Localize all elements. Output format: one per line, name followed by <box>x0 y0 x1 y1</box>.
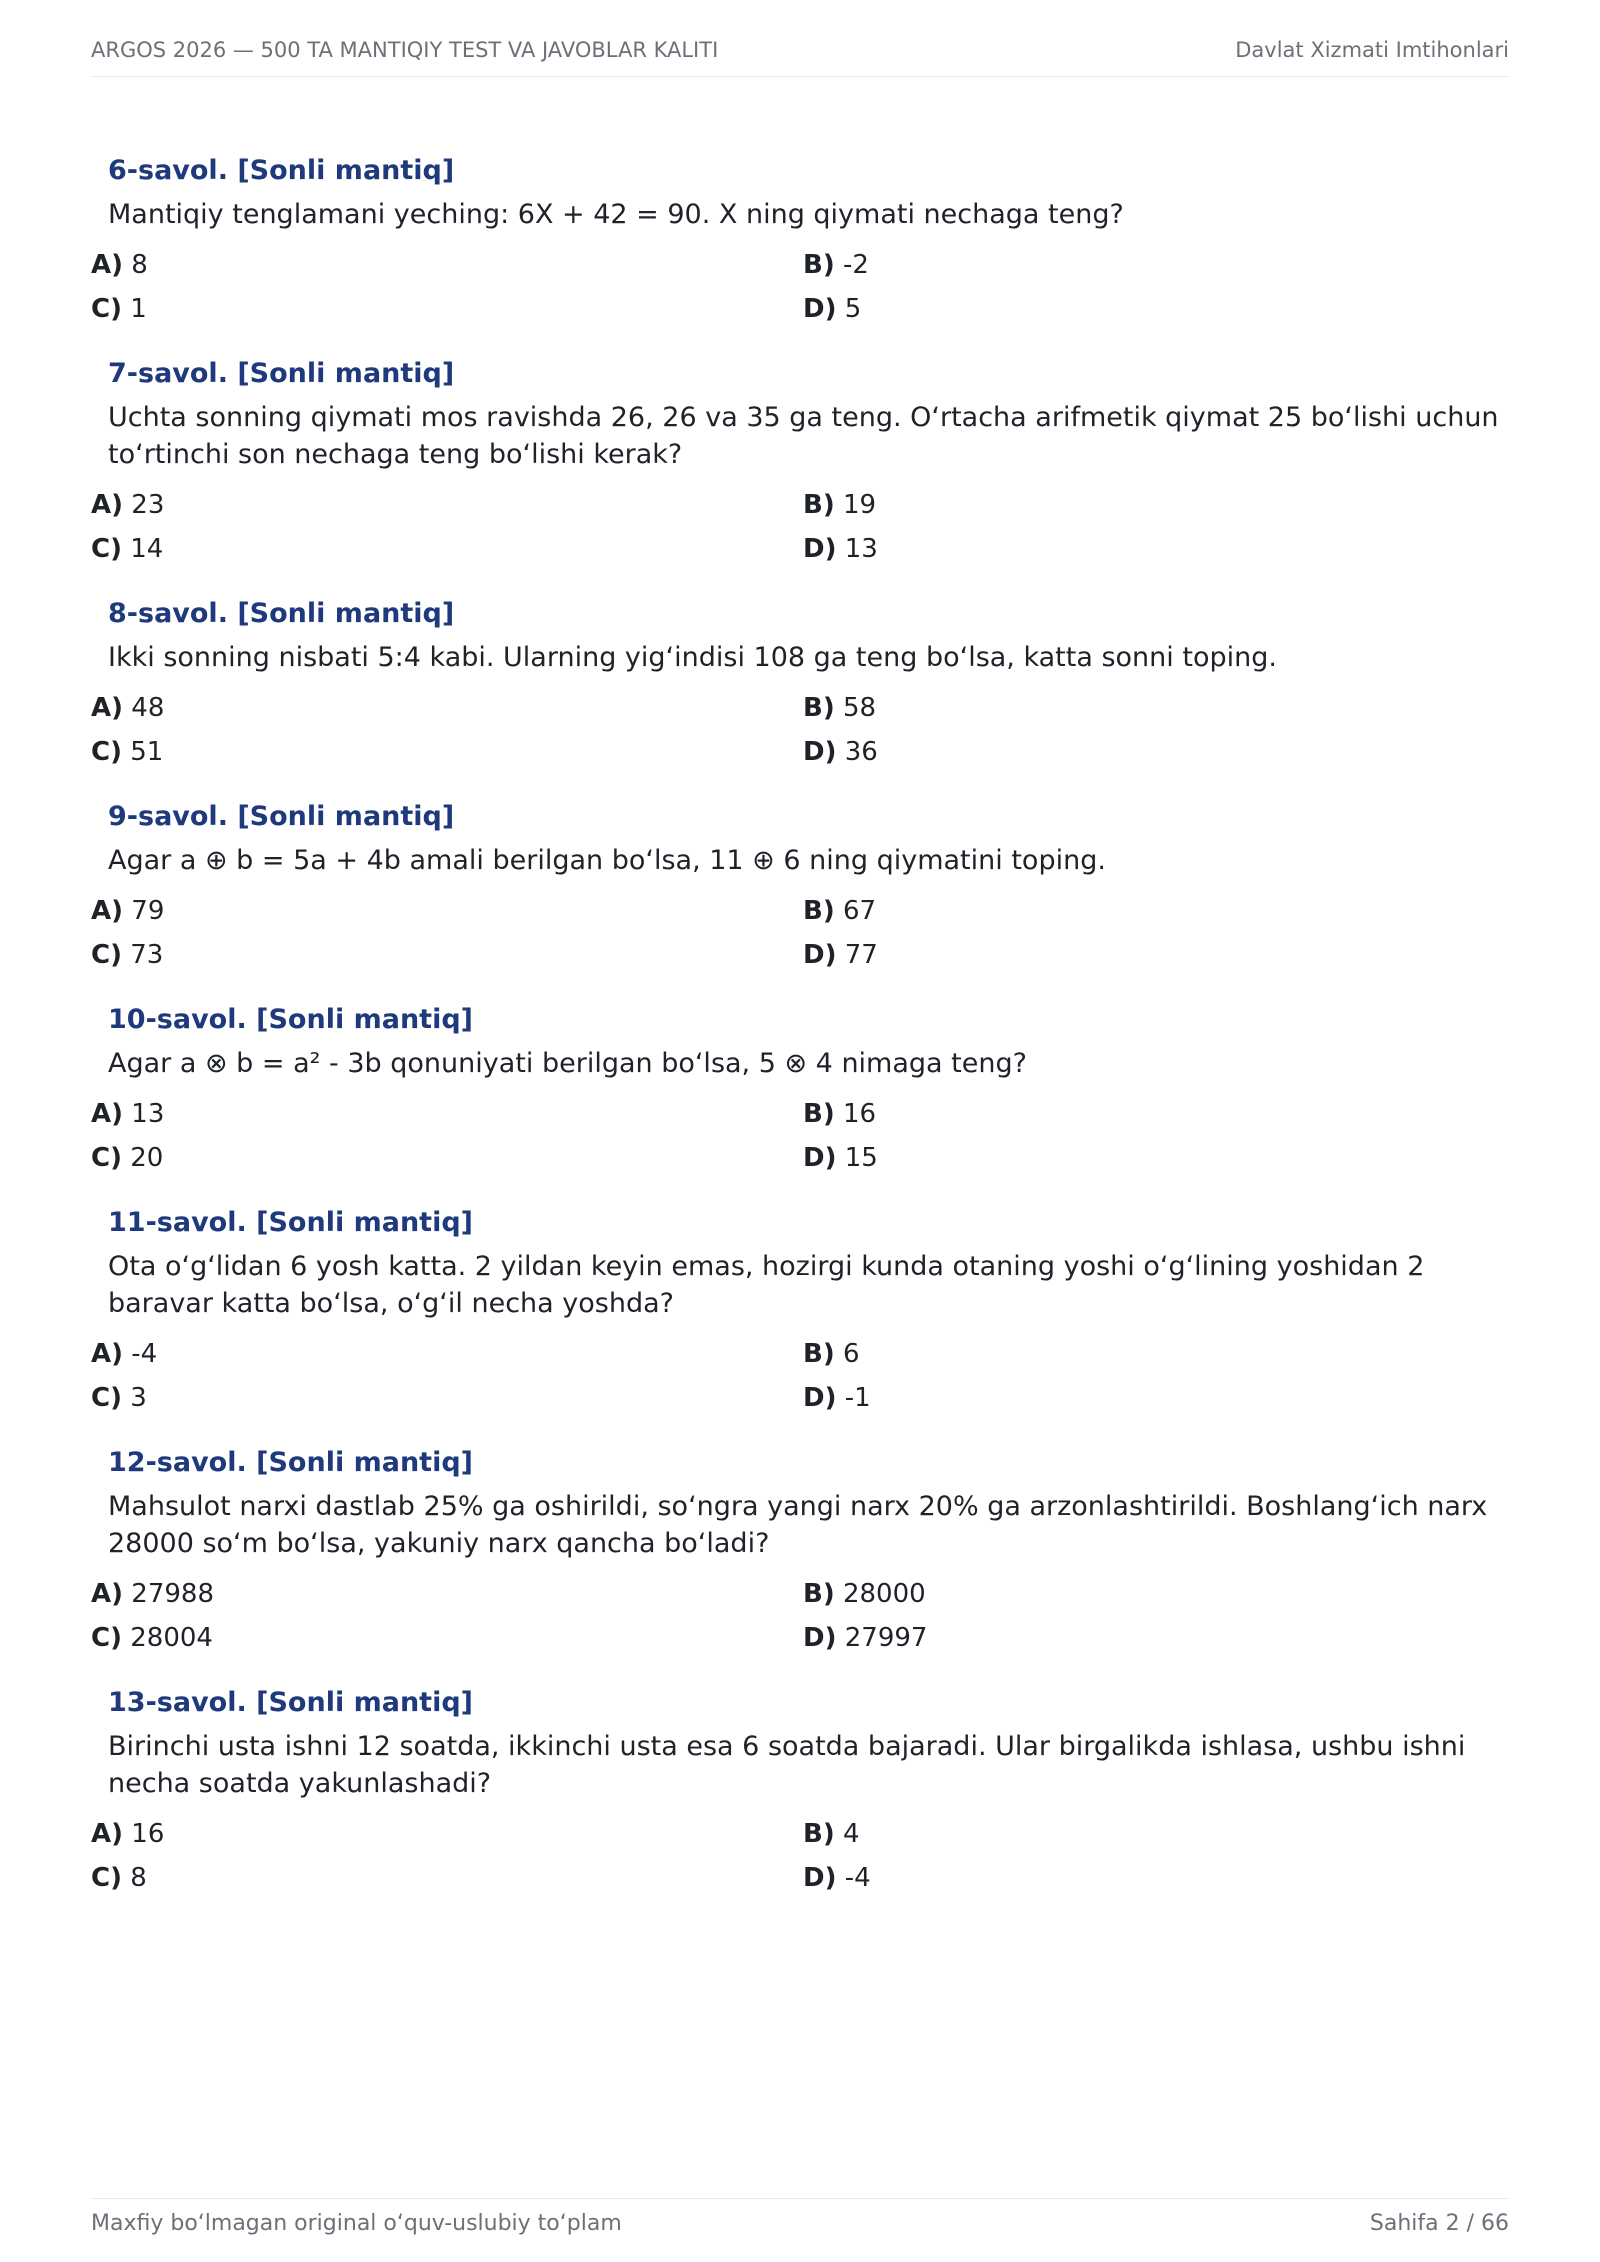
option-letter: C) <box>91 940 122 970</box>
question-title: 7-savol. [Sonli mantiq] <box>108 358 455 389</box>
option-c <box>91 937 803 974</box>
option-value: 6 <box>842 1339 860 1369</box>
option-value: 20 <box>130 1143 164 1173</box>
option-b <box>803 893 1509 930</box>
option-b <box>803 1336 1509 1373</box>
option-a <box>91 690 803 727</box>
option-c <box>91 1380 803 1417</box>
option-letter: D) <box>803 294 837 324</box>
answer-options <box>91 1816 1509 1897</box>
option-value: 48 <box>131 693 165 723</box>
option-value: 8 <box>130 1863 147 1893</box>
option-letter: A) <box>91 1099 124 1129</box>
option-value: 16 <box>131 1819 165 1849</box>
option-d <box>803 1380 1509 1417</box>
question-block <box>91 355 1509 568</box>
option-b <box>803 1096 1509 1133</box>
option-value: 36 <box>844 737 878 767</box>
option-a <box>91 1576 803 1613</box>
option-value: 5 <box>844 294 862 324</box>
option-value: -4 <box>131 1339 158 1369</box>
question-text: Agar a ⊗ b = a² - 3b qonuniyati berilgan bo‘lsa, 5 ⊗ 4 nimaga teng? <box>108 1048 1027 1079</box>
option-value: 3 <box>130 1383 147 1413</box>
question-title: 6-savol. [Sonli mantiq] <box>108 155 455 186</box>
option-letter: D) <box>803 940 837 970</box>
option-letter: D) <box>803 534 837 564</box>
option-a <box>91 1816 803 1853</box>
option-letter: A) <box>91 1819 124 1849</box>
question-block <box>91 595 1509 771</box>
question-block <box>91 1001 1509 1177</box>
option-d <box>803 937 1509 974</box>
answer-options <box>91 690 1509 771</box>
option-letter: D) <box>803 737 837 767</box>
option-letter: A) <box>91 1339 124 1369</box>
option-value: 14 <box>130 534 164 564</box>
option-b <box>803 690 1509 727</box>
option-letter: C) <box>91 1863 122 1893</box>
option-letter: B) <box>803 693 835 723</box>
option-letter: C) <box>91 294 122 324</box>
page-footer <box>91 2198 1509 2236</box>
question-text: Mantiqiy tenglamani yeching: 6X + 42 = 90. X ning qiymati nechaga teng? <box>108 199 1124 230</box>
option-d <box>803 1620 1509 1657</box>
option-value: 51 <box>130 737 164 767</box>
option-a <box>91 247 803 284</box>
option-c <box>91 734 803 771</box>
option-letter: C) <box>91 1383 122 1413</box>
answer-options <box>91 487 1509 568</box>
question-title: 10-savol. [Sonli mantiq] <box>108 1004 474 1035</box>
option-letter: A) <box>91 896 124 926</box>
option-letter: A) <box>91 1579 124 1609</box>
answer-options <box>91 1576 1509 1657</box>
header-subtitle: Davlat Xizmati Imtihonlari <box>1235 38 1509 62</box>
option-letter: C) <box>91 737 122 767</box>
option-letter: B) <box>803 1819 835 1849</box>
option-value: 16 <box>842 1099 877 1129</box>
option-letter: B) <box>803 490 835 520</box>
option-value: 8 <box>131 250 148 280</box>
option-d <box>803 291 1509 328</box>
option-a <box>91 487 803 524</box>
option-d <box>803 1860 1509 1897</box>
option-letter: B) <box>803 1579 835 1609</box>
page-number: Sahifa 2 / 66 <box>1369 2211 1509 2236</box>
question-title: 8-savol. [Sonli mantiq] <box>108 598 455 629</box>
question-block <box>91 1204 1509 1417</box>
option-letter: B) <box>803 1099 835 1129</box>
option-b <box>803 487 1509 524</box>
option-a <box>91 1336 803 1373</box>
option-letter: D) <box>803 1143 837 1173</box>
question-title: 9-savol. [Sonli mantiq] <box>108 801 455 832</box>
question-text: Ikki sonning nisbati 5:4 kabi. Ularning yig‘indisi 108 ga teng bo‘lsa, katta sonni toping. <box>108 642 1277 673</box>
option-letter: A) <box>91 490 124 520</box>
header-title: ARGOS 2026 — 500 TA MANTIQIY TEST VA JAVOBLAR KALITI <box>91 38 719 62</box>
option-value: 23 <box>131 490 165 520</box>
question-title: 13-savol. [Sonli mantiq] <box>108 1687 474 1718</box>
option-value: -1 <box>844 1383 871 1413</box>
question-block <box>91 798 1509 974</box>
option-value: 73 <box>130 940 164 970</box>
question-title: 11-savol. [Sonli mantiq] <box>108 1207 474 1238</box>
option-c <box>91 291 803 328</box>
option-d <box>803 1140 1509 1177</box>
option-letter: C) <box>91 1143 122 1173</box>
option-letter: D) <box>803 1383 837 1413</box>
question-block <box>91 1684 1509 1897</box>
option-c <box>91 1860 803 1897</box>
question-title: 12-savol. [Sonli mantiq] <box>108 1447 474 1478</box>
option-letter: D) <box>803 1623 837 1653</box>
option-letter: C) <box>91 1623 122 1653</box>
option-value: 13 <box>131 1099 165 1129</box>
question-text: Birinchi usta ishni 12 soatda, ikkinchi usta esa 6 soatda bajaradi. Ular birgalikda ishlasa, ushbu ishni necha soatda yakunlashadi? <box>108 1731 1466 1799</box>
answer-options <box>91 247 1509 328</box>
option-c <box>91 1140 803 1177</box>
option-letter: B) <box>803 250 835 280</box>
option-c <box>91 531 803 568</box>
option-value: 58 <box>842 693 877 723</box>
option-d <box>803 734 1509 771</box>
option-a <box>91 1096 803 1133</box>
option-letter: B) <box>803 1339 835 1369</box>
option-letter: D) <box>803 1863 837 1893</box>
question-text: Uchta sonning qiymati mos ravishda 26, 26 va 35 ga teng. O‘rtacha arifmetik qiymat 25 bo‘lishi uchun to‘rtinchi son nechaga teng bo‘lishi kerak? <box>108 402 1499 470</box>
option-b <box>803 1576 1509 1613</box>
option-value: -4 <box>844 1863 871 1893</box>
questions-list <box>91 152 1509 1924</box>
option-value: 27997 <box>844 1623 928 1653</box>
page-header <box>91 38 1509 77</box>
question-text: Mahsulot narxi dastlab 25% ga oshirildi, so‘ngra yangi narx 20% ga arzonlashtirildi. Boshlang‘ich narx 28000 so‘m bo‘lsa, yakuniy narx qancha bo‘ladi? <box>108 1491 1488 1559</box>
question-block <box>91 152 1509 328</box>
option-value: 15 <box>844 1143 878 1173</box>
question-text: Ota o‘g‘lidan 6 yosh katta. 2 yildan keyin emas, hozirgi kunda otaning yoshi o‘g‘lining yoshidan 2 baravar katta bo‘lsa, o‘g‘il necha yoshda? <box>108 1251 1425 1319</box>
answer-options <box>91 1096 1509 1177</box>
option-letter: B) <box>803 896 835 926</box>
option-value: 1 <box>130 294 147 324</box>
option-b <box>803 1816 1509 1853</box>
footer-note: Maxfiy bo‘lmagan original o‘quv-uslubiy to‘plam <box>91 2211 622 2236</box>
question-block <box>91 1444 1509 1657</box>
answer-options <box>91 893 1509 974</box>
option-a <box>91 893 803 930</box>
option-letter: A) <box>91 693 124 723</box>
option-b <box>803 247 1509 284</box>
option-value: 19 <box>842 490 877 520</box>
option-d <box>803 531 1509 568</box>
option-letter: C) <box>91 534 122 564</box>
option-value: 13 <box>844 534 878 564</box>
answer-options <box>91 1336 1509 1417</box>
option-value: 79 <box>131 896 165 926</box>
option-value: 67 <box>842 896 877 926</box>
question-text: Agar a ⊕ b = 5a + 4b amali berilgan bo‘lsa, 11 ⊕ 6 ning qiymatini toping. <box>108 845 1106 876</box>
option-letter: A) <box>91 250 124 280</box>
option-value: -2 <box>842 250 869 280</box>
option-value: 28004 <box>130 1623 213 1653</box>
option-value: 77 <box>844 940 878 970</box>
option-value: 28000 <box>842 1579 926 1609</box>
option-value: 4 <box>842 1819 860 1849</box>
option-value: 27988 <box>131 1579 214 1609</box>
option-c <box>91 1620 803 1657</box>
